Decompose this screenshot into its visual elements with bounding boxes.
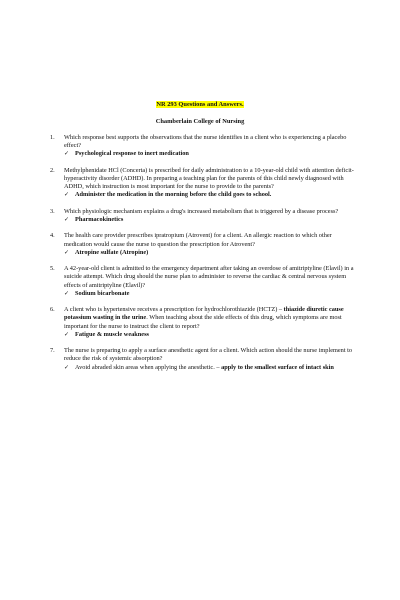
answer	[64, 290, 360, 298]
checkmark-icon: ✓	[64, 191, 70, 199]
question-text: A 42-year-old client is admitted to the emergency department after taking an overdose of amitriptyline (Elavil) in a suicide attempt. Which drug should the nurse plan to administer to reverse the cardiac & central nervous system effects of amitriptyline (Elavil)?	[64, 265, 354, 289]
question-number: 4.	[50, 232, 55, 240]
document-subtitle: Chamberlain College of Nursing	[155, 118, 245, 125]
answer-text: Sodium bicarbonate	[75, 289, 130, 297]
answer-text: Pharmacokinetics	[75, 216, 124, 223]
answer	[64, 364, 360, 372]
document-title-highlight: NR 293 Questions and Answers.	[156, 101, 244, 108]
question-item-2	[50, 167, 360, 200]
question-number: 2.	[50, 166, 55, 174]
answer-text: Fatigue & muscle weakness	[75, 330, 149, 338]
answer	[64, 191, 360, 199]
question-item-5	[50, 265, 360, 298]
question-number: 7.	[50, 347, 55, 355]
checkmark-icon: ✓	[64, 330, 70, 338]
question-item-1	[50, 134, 360, 159]
question-number: 6.	[50, 306, 55, 314]
question-text: Which response best supports the observations that the nurse identifies in a client who is experiencing a placebo effect?	[64, 134, 347, 150]
question-text: The health care provider prescribes ipratropium (Atrovent) for a client. An allergic reaction to which other medication would cause the nurse to question the prescription for Atrovent?	[64, 232, 332, 248]
answer-text: Psychological response to inert medication	[75, 150, 189, 158]
question-text: Methylphenidate HCl (Concerta) is prescribed for daily administration to a 10-year-old child with attention deficit-hyperactivity disorder (ADHD). In preparing a teaching plan for the parents of this child newly diagnosed with ADHD, which instruction is most important for the nurse to provide to the parents?	[64, 166, 354, 191]
question-number: 1.	[50, 134, 55, 141]
question-text	[64, 306, 360, 331]
checkmark-icon: ✓	[64, 216, 70, 223]
question-text-part: . When teaching about the side effects of this drug, which symptoms are most important for the nurse to instruct the client to report?	[64, 314, 342, 330]
checkmark-icon: ✓	[64, 248, 70, 256]
checkmark-icon: ✓	[64, 363, 70, 371]
question-text-part: A client who is hypertensive receives a prescription for hydrochlorothiazide (HCTZ) –	[64, 306, 284, 314]
document-title	[0, 101, 400, 109]
answer-text-plain: Avoid abraded skin areas when applying the anesthetic. –	[75, 363, 222, 371]
answer	[64, 249, 360, 257]
answer-text: Administer the medication in the morning before the child goes to school.	[75, 191, 272, 199]
question-text: Which physiologic mechanism explains a drug's increased metabolism that is triggered by a disease process?	[64, 207, 339, 215]
answer	[64, 150, 360, 158]
question-number: 5.	[50, 265, 55, 273]
question-item-3	[50, 208, 360, 224]
checkmark-icon: ✓	[64, 289, 70, 297]
question-text-emphasis: thiazide diuretic cause potassium wasting in the urine	[64, 306, 344, 322]
question-list	[50, 134, 360, 380]
question-item-7	[50, 347, 360, 372]
answer	[64, 216, 360, 224]
answer-text: Atropine sulfate (Atropine)	[75, 248, 149, 256]
checkmark-icon: ✓	[64, 150, 70, 158]
question-item-6	[50, 306, 360, 339]
question-number: 3.	[50, 207, 55, 215]
answer-text-emphasis: apply to the smallest surface of intact skin	[221, 363, 334, 371]
question-text: The nurse is preparing to apply a surface anesthetic agent for a client. Which action should the nurse implement to reduce the risk of systemic absorption?	[64, 347, 353, 363]
answer	[64, 331, 360, 339]
question-item-4	[50, 232, 360, 257]
